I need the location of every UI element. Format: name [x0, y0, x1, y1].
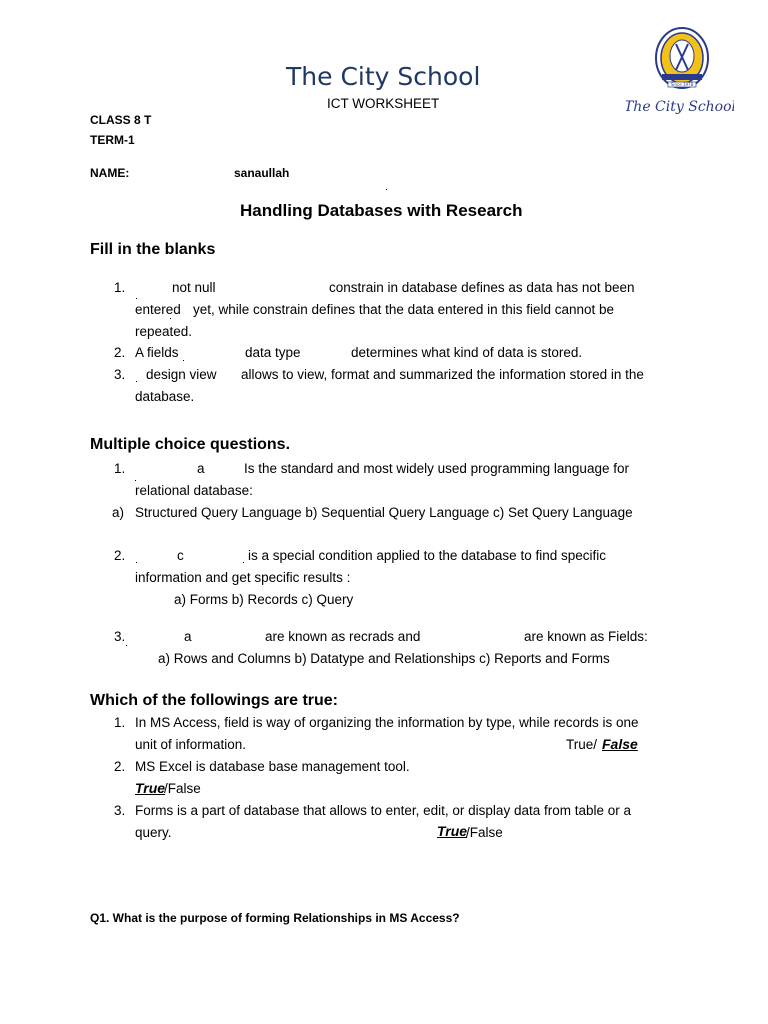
fill-q1-answer2: entered: [135, 302, 181, 317]
fill-q1-text3: repeated.: [135, 324, 193, 339]
mcq-q1-option-label: a): [112, 505, 125, 520]
mcq-q3-text-a: are known as recrads and: [265, 629, 421, 644]
mcq-q1-text: Is the standard and most widely used programming language for: [244, 461, 629, 476]
class-label: CLASS 8 T: [90, 113, 152, 127]
tf-q2-answer: True: [135, 780, 166, 796]
mcq-q2-options: a) Forms b) Records c) Query: [174, 592, 354, 607]
open-question-1: Q1. What is the purpose of forming Relationships in MS Access?: [90, 911, 460, 925]
fill-q2-answer: data type: [245, 345, 301, 360]
truefalse-title: Which of the followings are true:: [90, 692, 338, 709]
mcq-q3-options: a) Rows and Columns b) Datatype and Relationships c) Reports and Forms: [158, 651, 610, 666]
mcq-q3-number: 3.: [114, 629, 126, 644]
tf-q1-answer: False: [602, 736, 638, 752]
fill-q3-text2: database.: [135, 389, 195, 404]
mcq-title: Multiple choice questions.: [90, 436, 291, 453]
mcq-q1-options: Structured Query Language b) Sequential Query Language c) Set Query Language: [135, 505, 633, 520]
school-logo: [626, 26, 734, 136]
svg-text:Since 1978: Since 1978: [670, 82, 694, 87]
tf-q1-text2: unit of information.: [135, 737, 247, 752]
fill-q1-number: 1.: [114, 280, 126, 295]
fill-q1-text2: yet, while constrain defines that the data entered in this field cannot be: [193, 302, 615, 317]
tf-q3-number: 3.: [114, 803, 126, 818]
tf-q3-answer: True: [437, 823, 468, 839]
fill-q1-text1: constrain in database defines as data has not been: [329, 280, 635, 295]
fill-q3-answer: design view: [146, 367, 217, 382]
fill-q2-text: determines what kind of data is stored.: [351, 345, 583, 360]
worksheet-subtitle: ICT WORKSHEET: [327, 96, 440, 111]
fill-q2-prefix: A fields: [135, 345, 179, 360]
mcq-q1-number: 1.: [114, 461, 126, 476]
tf-q2-number: 2.: [114, 759, 126, 774]
mcq-q1-answer: a: [197, 461, 205, 476]
fill-blanks-title: Fill in the blanks: [90, 241, 216, 258]
name-value: sanaullah: [234, 166, 290, 180]
mcq-q2-number: 2.: [114, 548, 126, 563]
tf-q2-text: MS Excel is database base management tool.: [135, 759, 410, 774]
mcq-q2-answer: c: [177, 548, 184, 563]
mcq-q2-text2: information and get specific results :: [135, 570, 351, 585]
tf-q3-option: /False: [466, 825, 503, 840]
tf-q1-text: In MS Access, field is way of organizing the information by type, while records is one: [135, 715, 639, 730]
mcq-q3-text-b: are known as Fields:: [524, 629, 648, 644]
tf-q1-option: True/: [566, 737, 598, 752]
school-title: The City School: [286, 62, 481, 91]
tf-q1-number: 1.: [114, 715, 126, 730]
fill-q3-number: 3.: [114, 367, 126, 382]
name-label: NAME:: [90, 166, 130, 180]
worksheet-heading: Handling Databases with Research: [240, 201, 523, 220]
fill-q3-text: allows to view, format and summarized the information stored in the: [241, 367, 644, 382]
mcq-q1-text2: relational database:: [135, 483, 253, 498]
tf-q3-text: Forms is a part of database that allows to enter, edit, or display data from table or a: [135, 803, 632, 818]
mcq-q2-text: is a special condition applied to the database to find specific: [248, 548, 606, 563]
fill-q1-answer1: not null: [172, 280, 216, 295]
term-label: TERM-1: [90, 133, 135, 147]
tf-q2-option: /False: [164, 781, 201, 796]
school-crest-icon: [626, 26, 734, 136]
svg-text:The City School: The City School: [626, 99, 734, 115]
tf-q3-text2: query.: [135, 825, 172, 840]
mcq-q3-answer: a: [184, 629, 192, 644]
fill-q2-number: 2.: [114, 345, 126, 360]
